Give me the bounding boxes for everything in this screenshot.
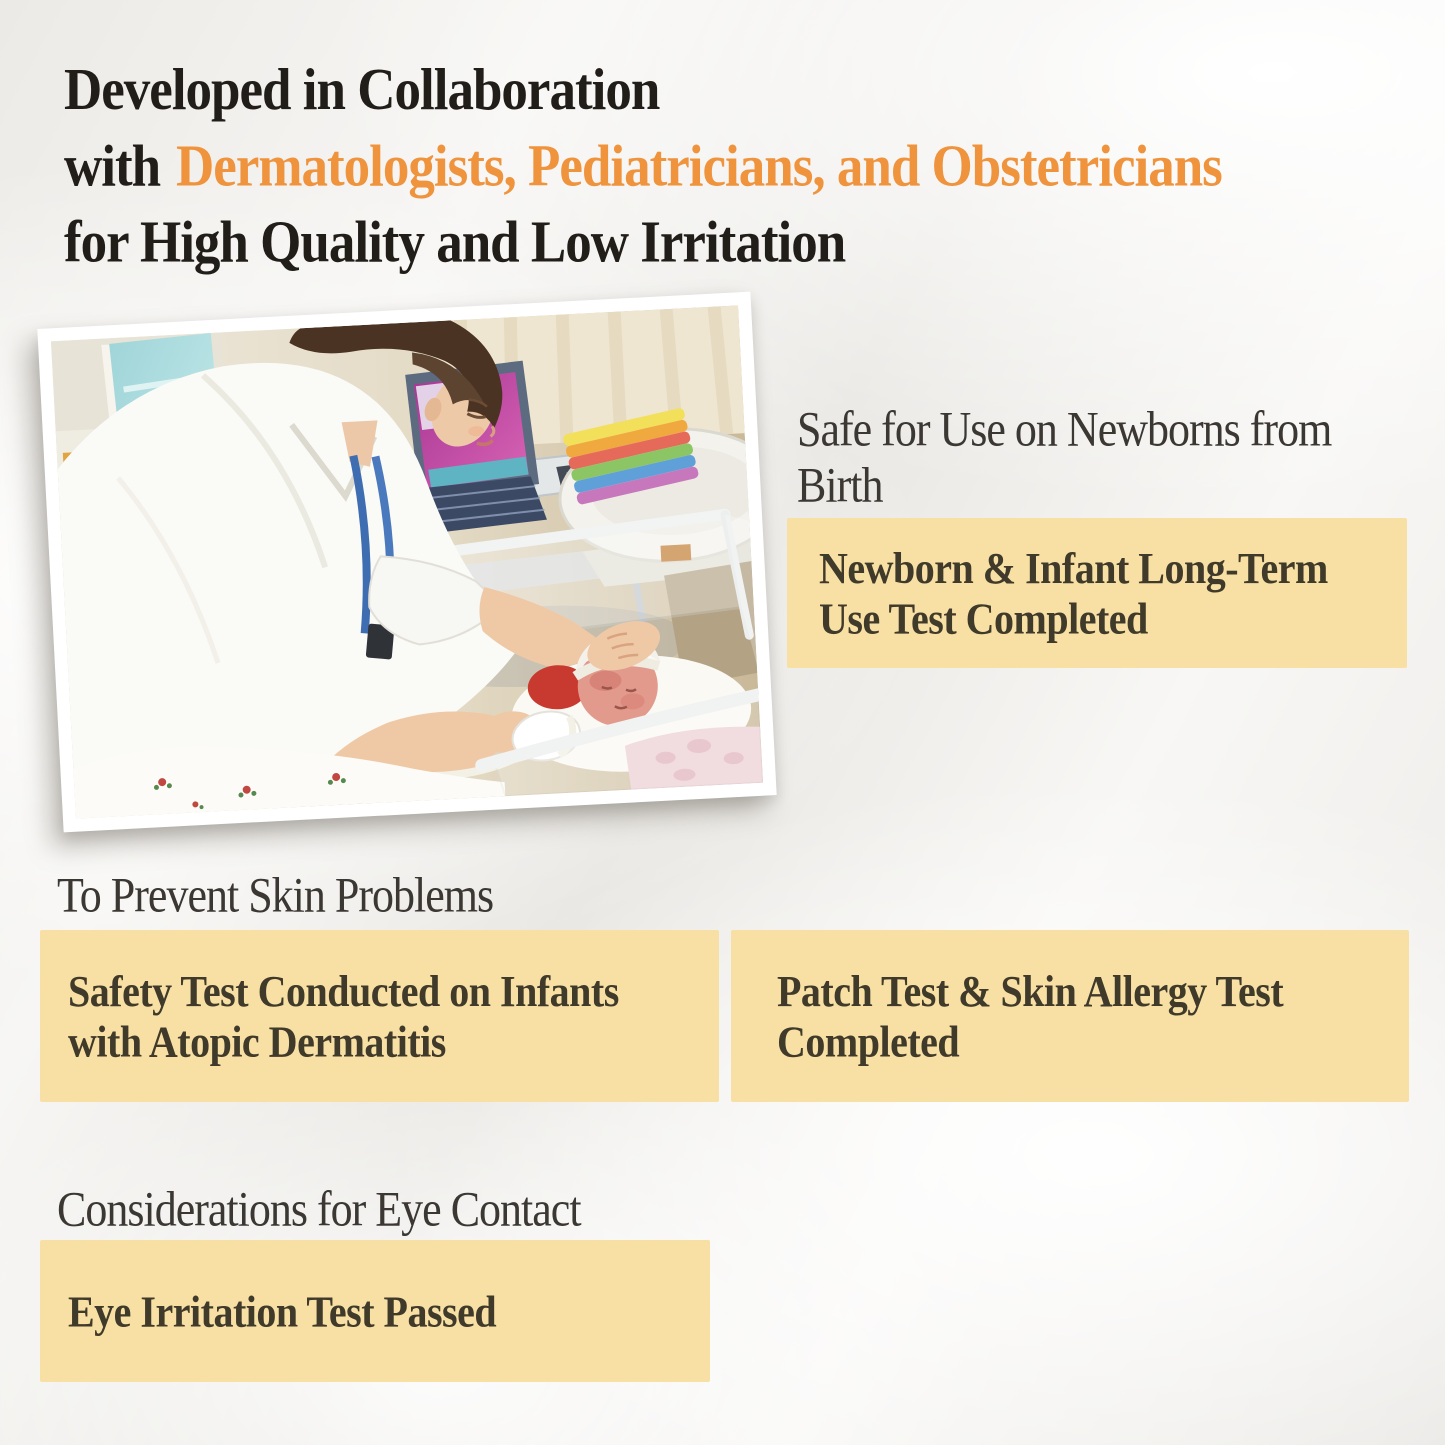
highlight-box-eye-test [40, 1240, 710, 1382]
highlight-box-safety-test-label: Safety Test Conducted on Infants with Atopic Dermatitis [68, 965, 619, 1067]
headline-line-3: for High Quality and Low Irritation [64, 209, 846, 275]
doctor-newborn-illustration [51, 305, 763, 818]
highlight-box-eye-test-label: Eye Irritation Test Passed [68, 1285, 497, 1337]
highlight-box-newborn-test-label: Newborn & Infant Long-Term Use Test Completed [819, 542, 1328, 644]
highlight-box-newborn-test [787, 518, 1407, 668]
headline-line-2-highlight: Dermatologists, Pediatricians, and Obstetricians [176, 133, 1222, 199]
section-heading-newborn: Safe for Use on Newborns from Birth [797, 402, 1332, 513]
headline [64, 52, 1404, 280]
doctor-newborn-photo-image [51, 305, 763, 818]
section-heading-skin: To Prevent Skin Problems [57, 868, 494, 923]
highlight-box-safety-test [40, 930, 719, 1102]
doctor-newborn-photo [37, 292, 776, 833]
headline-line-2 [64, 128, 1404, 204]
headline-line-1: Developed in Collaboration [64, 57, 660, 123]
highlight-box-patch-test [731, 930, 1409, 1102]
headline-line-2-prefix: with [64, 133, 161, 199]
section-heading-eye: Considerations for Eye Contact [57, 1182, 581, 1237]
highlight-box-patch-test-label: Patch Test & Skin Allergy Test Completed [777, 965, 1284, 1067]
